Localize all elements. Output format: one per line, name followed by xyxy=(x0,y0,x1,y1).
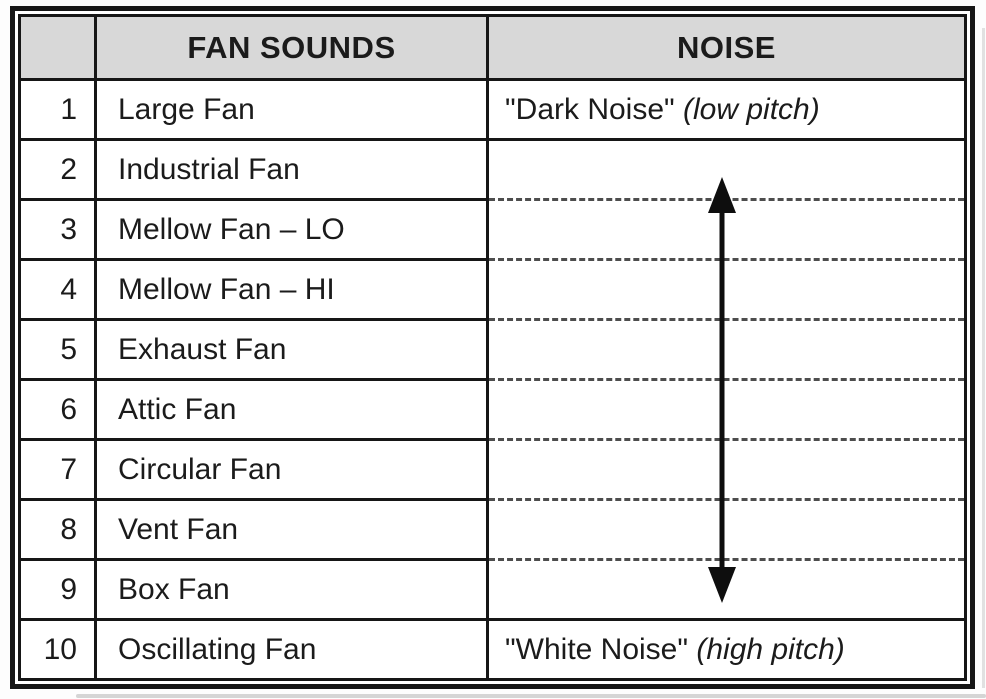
noise-cell xyxy=(488,260,966,320)
table-row xyxy=(20,620,966,680)
table-row xyxy=(20,320,966,380)
noise-cell xyxy=(488,320,966,380)
row-number: 5 xyxy=(20,320,96,380)
table-row xyxy=(20,440,966,500)
scan-artifact-right xyxy=(982,28,985,688)
row-number: 6 xyxy=(20,380,96,440)
fan-name-cell: Vent Fan xyxy=(96,500,488,560)
noise-pitch-note: (low pitch) xyxy=(683,92,820,126)
table-body xyxy=(20,80,966,680)
header-noise: NOISE xyxy=(488,16,966,80)
noise-cell xyxy=(488,560,966,620)
noise-cell xyxy=(488,80,966,140)
noise-cell xyxy=(488,200,966,260)
header-row xyxy=(20,16,966,80)
table-frame xyxy=(10,6,975,689)
noise-cell xyxy=(488,620,966,680)
table-row xyxy=(20,140,966,200)
fan-name-cell: Exhaust Fan xyxy=(96,320,488,380)
table-row xyxy=(20,380,966,440)
fan-name-cell: Mellow Fan – LO xyxy=(96,200,488,260)
header-index-cell xyxy=(20,16,96,80)
fan-name-cell: Circular Fan xyxy=(96,440,488,500)
row-number: 2 xyxy=(20,140,96,200)
row-number: 7 xyxy=(20,440,96,500)
fan-name-cell: Industrial Fan xyxy=(96,140,488,200)
row-number: 1 xyxy=(20,80,96,140)
table-row xyxy=(20,260,966,320)
fan-name-cell: Large Fan xyxy=(96,80,488,140)
fan-name-cell: Mellow Fan – HI xyxy=(96,260,488,320)
fan-name-cell: Attic Fan xyxy=(96,380,488,440)
fan-name-cell: Oscillating Fan xyxy=(96,620,488,680)
table-row xyxy=(20,80,966,140)
noise-cell xyxy=(488,140,966,200)
noise-cell xyxy=(488,500,966,560)
table-row xyxy=(20,560,966,620)
table-row xyxy=(20,200,966,260)
fan-name-cell: Box Fan xyxy=(96,560,488,620)
fan-noise-table xyxy=(18,14,967,681)
noise-label: "Dark Noise" xyxy=(505,92,675,126)
row-number: 3 xyxy=(20,200,96,260)
row-number: 4 xyxy=(20,260,96,320)
row-number: 8 xyxy=(20,500,96,560)
table-row xyxy=(20,500,966,560)
noise-cell xyxy=(488,380,966,440)
noise-pitch-note: (high pitch) xyxy=(696,632,845,666)
header-fan-sounds: FAN SOUNDS xyxy=(96,16,488,80)
row-number: 9 xyxy=(20,560,96,620)
noise-label: "White Noise" xyxy=(505,632,689,666)
noise-cell xyxy=(488,440,966,500)
row-number: 10 xyxy=(20,620,96,680)
scan-artifact-bottom xyxy=(76,694,986,698)
